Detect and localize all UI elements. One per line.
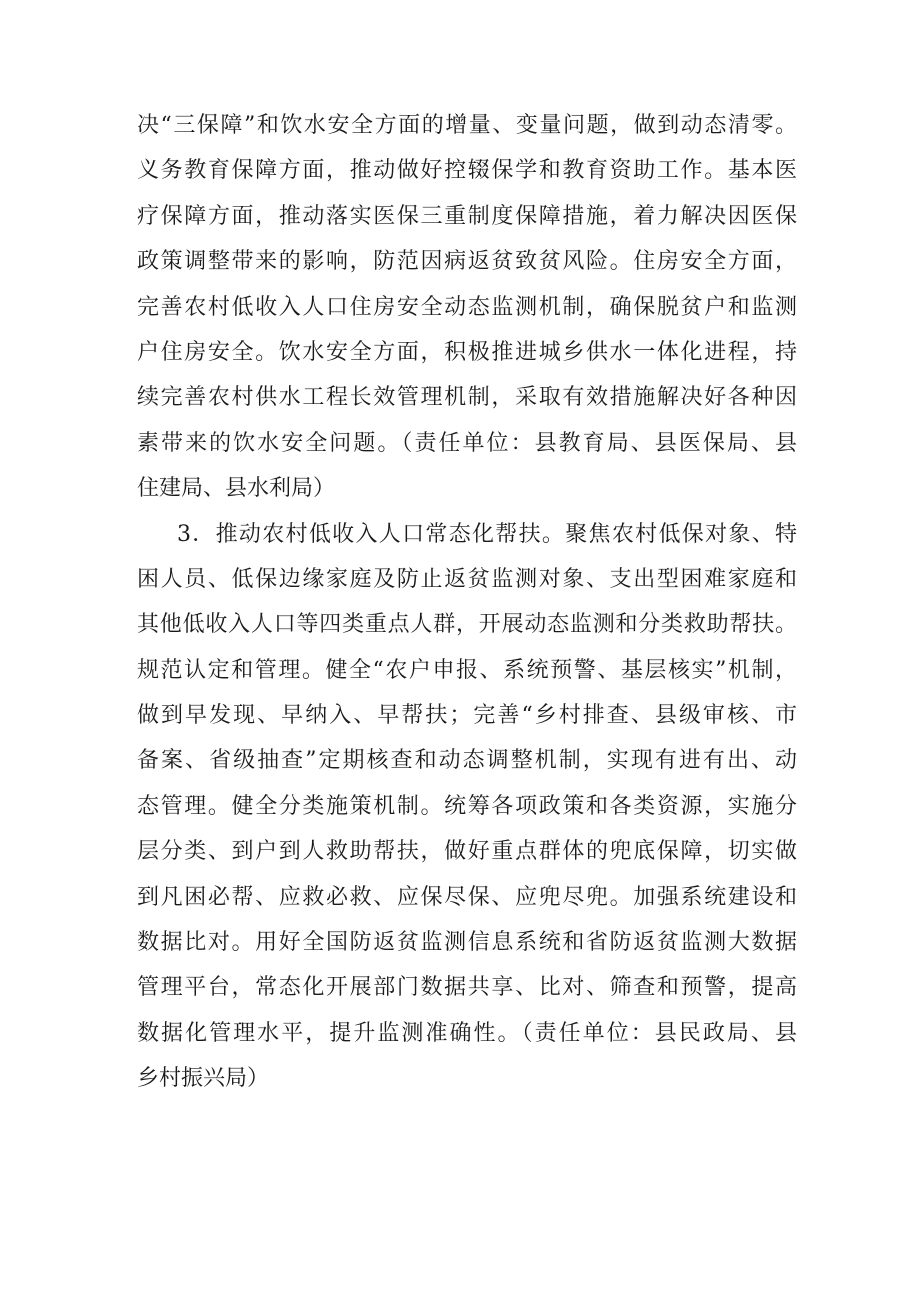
body-text	[137, 103, 797, 1102]
text-line: 政策调整带来的影响，防范因病返贫致贫风险。住房安全方面，	[137, 249, 797, 275]
text-line: 数据比对。用好全国防返贫监测信息系统和省防返贫监测大数据	[137, 930, 797, 956]
text-line: 决“三保障”和饮水安全方面的增量、变量问题，做到动态清零。	[137, 113, 797, 138]
text-line: 户住房安全。饮水安全方面，积极推进城乡供水一体化进程，持	[137, 339, 797, 365]
text-line: 住建局、县水利局）	[137, 476, 336, 502]
text-line: 管理平台，常态化开展部门数据共享、比对、筛查和预警，提高	[137, 975, 797, 1001]
text-line: 做到早发现、早纳入、早帮扶；完善“乡村排查、县级审核、市	[137, 703, 797, 729]
text-line: 其他低收入人口等四类重点人群，开展动态监测和分类救助帮扶。	[137, 612, 797, 638]
text-line: 乡村振兴局）	[137, 1066, 270, 1092]
text-line: 规范认定和管理。健全“农户申报、系统预警、基层核实”机制，	[137, 657, 797, 683]
text-line: 完善农村低收入人口住房安全动态监测机制，确保脱贫户和监测	[137, 294, 797, 320]
text-line: 困人员、低保边缘家庭及防止返贫监测对象、支出型困难家庭和	[137, 566, 797, 592]
text-line: 到凡困必帮、应救必救、应保尽保、应兜尽兜。加强系统建设和	[137, 884, 797, 910]
text-line: 义务教育保障方面，推动做好控辍保学和教育资助工作。基本医	[137, 158, 797, 184]
text-line: 数据化管理水平，提升监测准确性。（责任单位：县民政局、县	[137, 1020, 797, 1046]
text-line: 疗保障方面，推动落实医保三重制度保障措施，着力解决因医保	[137, 203, 797, 229]
text-line: 态管理。健全分类施策机制。统筹各项政策和各类资源，实施分	[137, 793, 797, 819]
text-line: 备案、省级抽查”定期核查和动态调整机制，实现有进有出、动	[137, 748, 797, 774]
text-line: 续完善农村供水工程长效管理机制，采取有效措施解决好各种因	[137, 385, 797, 411]
text-line: 层分类、到户到人救助帮扶，做好重点群体的兜底保障，切实做	[137, 839, 797, 865]
section-heading-line: 3．推动农村低收入人口常态化帮扶。聚焦农村低保对象、特	[177, 521, 797, 547]
text-line: 素带来的饮水安全问题。（责任单位：县教育局、县医保局、县	[137, 430, 797, 456]
